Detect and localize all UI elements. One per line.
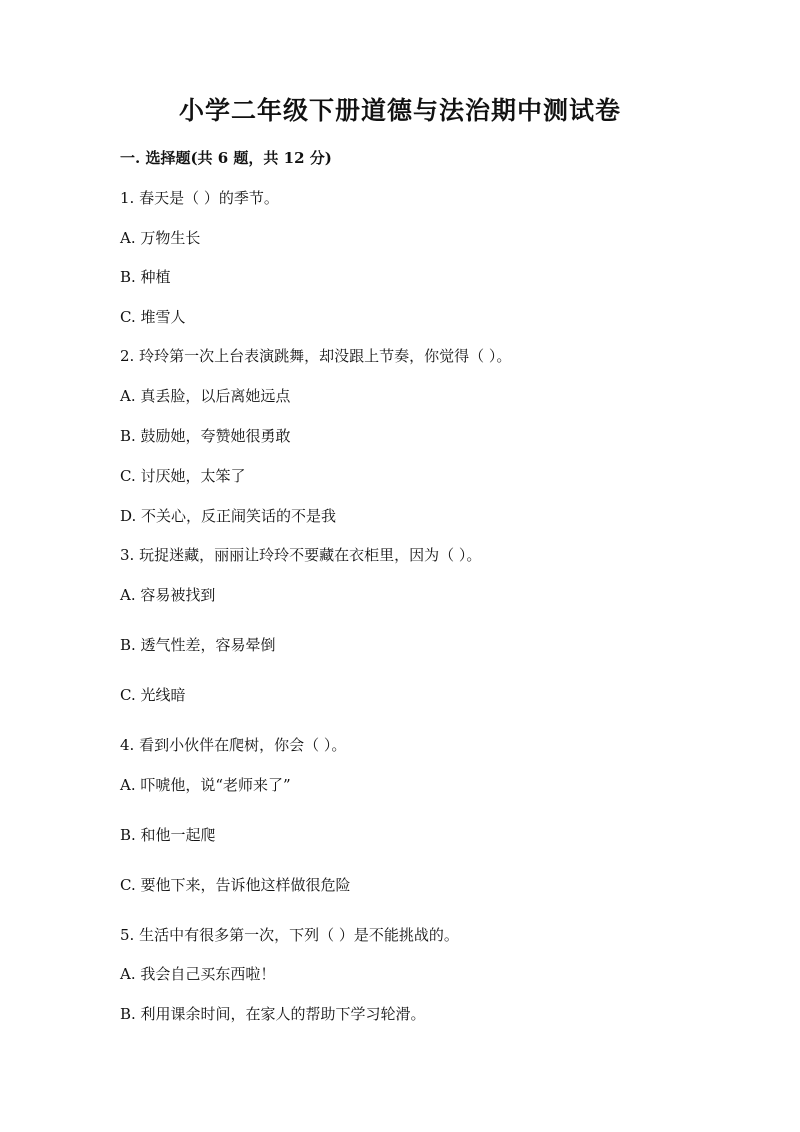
question-3-option-b: B. 透气性差，容易晕倒 <box>120 636 276 654</box>
question-3-option-a: A. 容易被找到 <box>120 586 216 604</box>
question-5-option-b: B. 利用课余时间，在家人的帮助下学习轮滑。 <box>120 1005 426 1023</box>
question-2-option-a: A. 真丢脸，以后离她远点 <box>120 387 291 405</box>
section-heading: 一. 选择题(共 6 题，共 12 分) <box>120 149 332 167</box>
question-1-stem: 1. 春天是（ ）的季节。 <box>120 189 279 207</box>
page-title: 小学二年级下册道德与法治期中测试卷 <box>178 96 621 125</box>
question-4-option-c: C. 要他下来，告诉他这样做很危险 <box>120 876 351 894</box>
question-2-stem: 2. 玲玲第一次上台表演跳舞，却没跟上节奏，你觉得（ ）。 <box>120 347 512 365</box>
question-2-option-d: D. 不关心，反正闹笑话的不是我 <box>120 507 337 525</box>
question-3-stem: 3. 玩捉迷藏，丽丽让玲玲不要藏在衣柜里，因为（ ）。 <box>120 546 482 564</box>
question-1-option-b: B. 种植 <box>120 268 171 286</box>
question-4-stem: 4. 看到小伙伴在爬树，你会（ ）。 <box>120 736 347 754</box>
question-5-option-a: A. 我会自己买东西啦！ <box>120 965 276 983</box>
question-5-stem: 5. 生活中有很多第一次，下列（ ）是不能挑战的。 <box>120 926 459 944</box>
question-2-option-b: B. 鼓励她，夸赞她很勇敢 <box>120 427 291 445</box>
question-1-option-c: C. 堆雪人 <box>120 308 186 326</box>
question-4-option-a: A. 吓唬他，说“老师来了” <box>120 776 291 794</box>
question-2-option-c: C. 讨厌她，太笨了 <box>120 467 246 485</box>
question-1-option-a: A. 万物生长 <box>120 229 201 247</box>
question-4-option-b: B. 和他一起爬 <box>120 826 216 844</box>
question-3-option-c: C. 光线暗 <box>120 686 186 704</box>
